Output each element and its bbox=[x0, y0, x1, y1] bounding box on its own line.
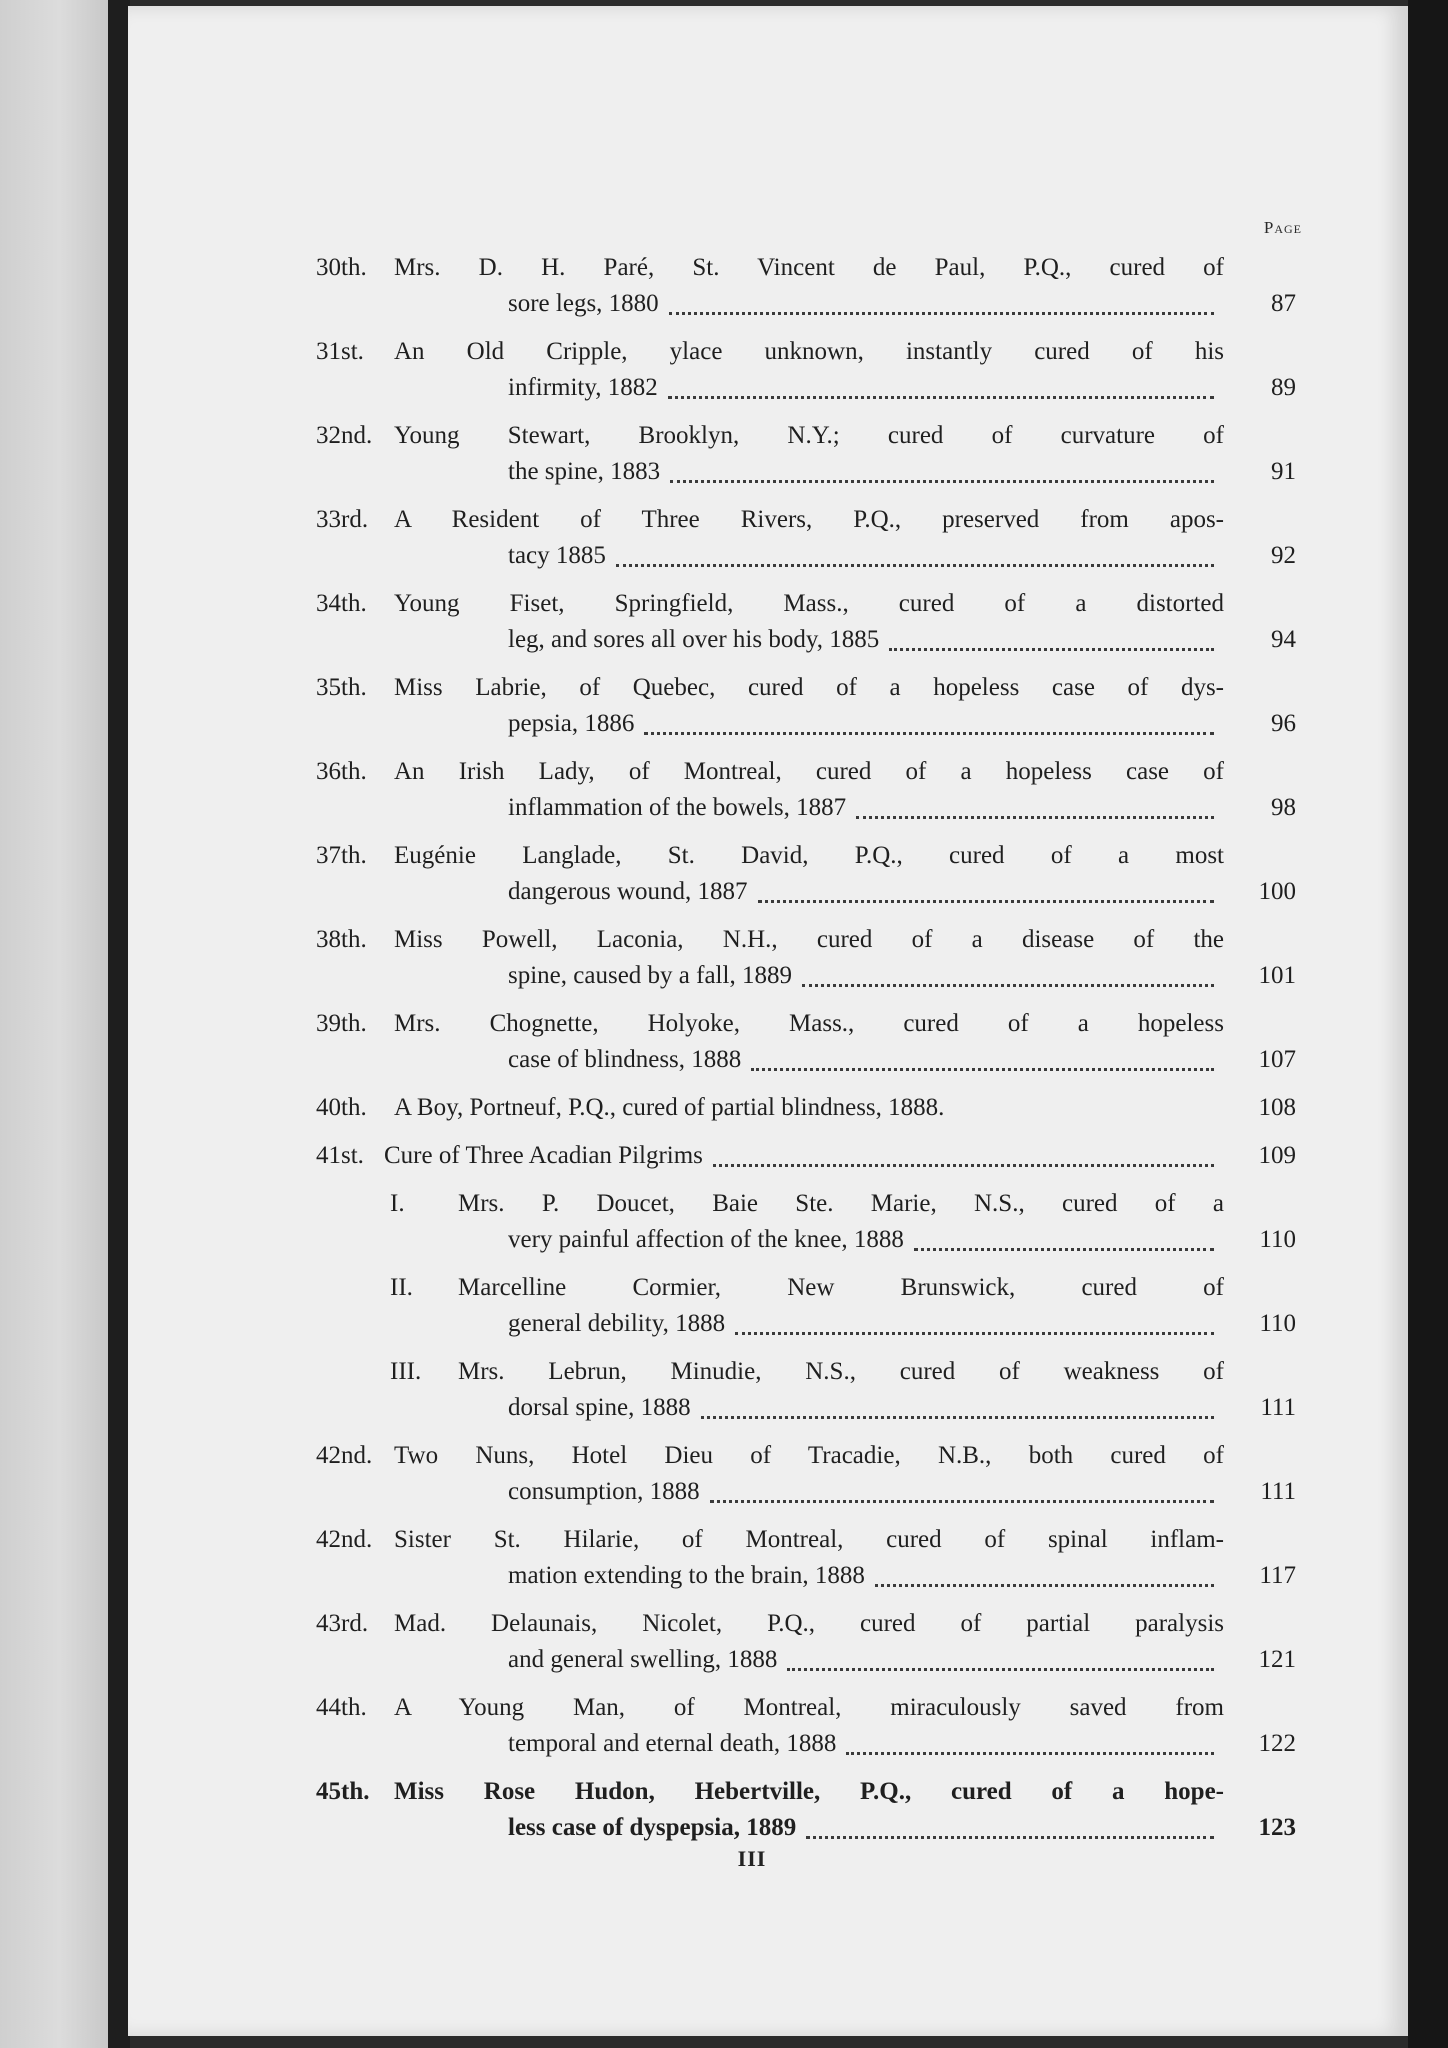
entry-ordinal: 33rd. bbox=[316, 506, 369, 533]
entry-title-line1: Young Stewart, Brooklyn, N.Y.; cured of curvature of bbox=[394, 422, 1224, 449]
dot-leader bbox=[713, 1138, 1214, 1167]
toc-subentry bbox=[128, 1186, 1408, 1270]
dot-leader bbox=[670, 454, 1214, 483]
entry-page-number: 109 bbox=[1258, 1142, 1296, 1169]
dot-leader bbox=[889, 622, 1214, 651]
entry-title-line2: inflammation of the bowels, 1887 bbox=[508, 794, 847, 821]
entry-title-line2: dorsal spine, 1888 bbox=[508, 1394, 691, 1421]
entry-title: A Boy, Portneuf, P.Q., cured of partial blindness, 1888. bbox=[394, 1094, 945, 1121]
entry-title-line2: dangerous wound, 1887 bbox=[508, 878, 748, 905]
entry-title-line2: mation extending to the brain, 1888 bbox=[508, 1562, 865, 1589]
entry-ordinal: 31st. bbox=[316, 338, 364, 365]
entry-ordinal: 44th. bbox=[316, 1694, 367, 1721]
page-number-footer: III bbox=[737, 1846, 767, 1871]
entry-title-line1: Two Nuns, Hotel Dieu of Tracadie, N.B., both cured of bbox=[394, 1442, 1224, 1469]
entry-title-line2: spine, caused by a fall, 1889 bbox=[508, 962, 792, 989]
entry-page-number: 121 bbox=[1258, 1646, 1296, 1673]
dot-leader bbox=[846, 1726, 1214, 1755]
table-of-contents bbox=[128, 250, 1408, 1858]
entry-page-number: 96 bbox=[1271, 710, 1296, 737]
entry-ordinal: 42nd. bbox=[316, 1526, 373, 1553]
book-page bbox=[128, 6, 1408, 2036]
entry-page-number: 108 bbox=[1258, 1094, 1296, 1121]
entry-title-line1: Sister St. Hilarie, of Montreal, cured of spinal inflam- bbox=[394, 1526, 1224, 1553]
entry-ordinal: 30th. bbox=[316, 254, 367, 281]
entry-page-number: 122 bbox=[1258, 1730, 1296, 1757]
facing-page-edge bbox=[0, 0, 108, 2048]
entry-title-line1: Marcelline Cormier, New Brunswick, cured of bbox=[458, 1274, 1224, 1301]
toc-entry bbox=[128, 1006, 1408, 1090]
toc-entry bbox=[128, 838, 1408, 922]
entry-title-line1: A Young Man, of Montreal, miraculously saved from bbox=[394, 1694, 1224, 1721]
entry-title-line1: Miss Labrie, of Quebec, cured of a hopeless case of dys- bbox=[394, 674, 1224, 701]
entry-title-line2: less case of dyspepsia, 1889 bbox=[508, 1814, 797, 1841]
toc-entry bbox=[128, 334, 1408, 418]
book-gutter bbox=[108, 0, 130, 2048]
entry-title-line2: and general swelling, 1888 bbox=[508, 1646, 778, 1673]
dot-leader bbox=[787, 1642, 1214, 1671]
entry-title-line1: Mrs. Chognette, Holyoke, Mass., cured of a hopeless bbox=[394, 1010, 1224, 1037]
toc-subentry bbox=[128, 1354, 1408, 1438]
entry-ordinal: 41st. bbox=[316, 1142, 364, 1169]
entry-title-line1: Miss Powell, Laconia, N.H., cured of a disease of the bbox=[394, 926, 1224, 953]
entry-page-number: 91 bbox=[1271, 458, 1296, 485]
entry-ordinal: 36th. bbox=[316, 758, 367, 785]
entry-page-number: 89 bbox=[1271, 374, 1296, 401]
toc-entry bbox=[128, 418, 1408, 502]
entry-page-number: 117 bbox=[1259, 1562, 1296, 1589]
dot-leader bbox=[616, 538, 1214, 567]
entry-page-number: 98 bbox=[1271, 794, 1296, 821]
entry-title-line1: Mrs. P. Doucet, Baie Ste. Marie, N.S., cured of a bbox=[458, 1190, 1224, 1217]
toc-entry bbox=[128, 1690, 1408, 1774]
toc-subentry bbox=[128, 1270, 1408, 1354]
dot-leader bbox=[751, 1042, 1214, 1071]
subentry-numeral: I. bbox=[390, 1190, 405, 1217]
entry-title-line2: general debility, 1888 bbox=[508, 1310, 726, 1337]
entry-ordinal: 38th. bbox=[316, 926, 367, 953]
dot-leader bbox=[875, 1558, 1214, 1587]
entry-title-line2: the spine, 1883 bbox=[508, 458, 661, 485]
toc-entry bbox=[128, 502, 1408, 586]
entry-title-line2: infirmity, 1882 bbox=[508, 374, 658, 401]
entry-ordinal: 35th. bbox=[316, 674, 367, 701]
entry-page-number: 111 bbox=[1260, 1478, 1296, 1505]
entry-title-line1: An Irish Lady, of Montreal, cured of a hopeless case of bbox=[394, 758, 1224, 785]
dot-leader bbox=[758, 874, 1214, 903]
entry-title-line1: Eugénie Langlade, St. David, P.Q., cured of a most bbox=[394, 842, 1224, 869]
entry-page-number: 123 bbox=[1258, 1814, 1296, 1841]
toc-entry bbox=[128, 586, 1408, 670]
entry-page-number: 87 bbox=[1271, 290, 1296, 317]
entry-ordinal: 40th. bbox=[316, 1094, 367, 1121]
dot-leader bbox=[856, 790, 1214, 819]
entry-ordinal: 34th. bbox=[316, 590, 367, 617]
toc-entry bbox=[128, 922, 1408, 1006]
toc-entry bbox=[128, 1090, 1408, 1138]
dot-leader bbox=[668, 370, 1214, 399]
subentry-numeral: III. bbox=[390, 1358, 422, 1385]
toc-entry bbox=[128, 1138, 1408, 1186]
dot-leader bbox=[735, 1306, 1214, 1335]
entry-title-line1: Young Fiset, Springfield, Mass., cured of a distorted bbox=[394, 590, 1224, 617]
entry-page-number: 100 bbox=[1258, 878, 1296, 905]
entry-title-line1: An Old Cripple, ylace unknown, instantly cured of his bbox=[394, 338, 1224, 365]
entry-page-number: 107 bbox=[1258, 1046, 1296, 1073]
dot-leader bbox=[701, 1390, 1214, 1419]
toc-entry bbox=[128, 250, 1408, 334]
page-shadow-edge bbox=[1408, 0, 1448, 2048]
toc-entry bbox=[128, 670, 1408, 754]
subentry-numeral: II. bbox=[390, 1274, 413, 1301]
entry-ordinal: 39th. bbox=[316, 1010, 367, 1037]
entry-ordinal: 42nd. bbox=[316, 1442, 373, 1469]
entry-page-number: 94 bbox=[1271, 626, 1296, 653]
toc-entry bbox=[128, 1438, 1408, 1522]
toc-entry bbox=[128, 754, 1408, 838]
entry-ordinal: 37th. bbox=[316, 842, 367, 869]
toc-entry bbox=[128, 1606, 1408, 1690]
entry-title-line2: leg, and sores all over his body, 1885 bbox=[508, 626, 880, 653]
entry-title-line1: Miss Rose Hudon, Hebertville, P.Q., cured of a hope- bbox=[394, 1778, 1224, 1805]
entry-title-line1: Mrs. D. H. Paré, St. Vincent de Paul, P.Q., cured of bbox=[394, 254, 1224, 281]
entry-title-line2: very painful affection of the knee, 1888 bbox=[508, 1226, 904, 1253]
entry-ordinal: 32nd. bbox=[316, 422, 373, 449]
entry-title-line2: pepsia, 1886 bbox=[508, 710, 635, 737]
dot-leader bbox=[806, 1810, 1214, 1839]
entry-title-line2: temporal and eternal death, 1888 bbox=[508, 1730, 837, 1757]
entry-page-number: 111 bbox=[1260, 1394, 1296, 1421]
dot-leader bbox=[914, 1222, 1214, 1251]
entry-page-number: 110 bbox=[1259, 1226, 1296, 1253]
dot-leader bbox=[644, 706, 1214, 735]
entry-title-line1: Mad. Delaunais, Nicolet, P.Q., cured of partial paralysis bbox=[394, 1610, 1224, 1637]
entry-title: Cure of Three Acadian Pilgrims bbox=[384, 1142, 703, 1169]
entry-title-line1: A Resident of Three Rivers, P.Q., preserved from apos- bbox=[394, 506, 1224, 533]
entry-page-number: 101 bbox=[1258, 962, 1296, 989]
entry-ordinal: 43rd. bbox=[316, 1610, 369, 1637]
page-column-heading: Page bbox=[1263, 218, 1302, 237]
entry-page-number: 110 bbox=[1259, 1310, 1296, 1337]
dot-leader bbox=[802, 958, 1214, 987]
entry-title-line2: tacy 1885 bbox=[508, 542, 606, 569]
toc-entry bbox=[128, 1522, 1408, 1606]
entry-ordinal: 45th. bbox=[316, 1778, 370, 1805]
entry-title-line2: consumption, 1888 bbox=[508, 1478, 700, 1505]
entry-title-line2: sore legs, 1880 bbox=[508, 290, 659, 317]
entry-page-number: 92 bbox=[1271, 542, 1296, 569]
dot-leader bbox=[669, 286, 1214, 315]
entry-title-line2: case of blindness, 1888 bbox=[508, 1046, 742, 1073]
dot-leader bbox=[710, 1474, 1214, 1503]
entry-title-line1: Mrs. Lebrun, Minudie, N.S., cured of weakness of bbox=[458, 1358, 1224, 1385]
